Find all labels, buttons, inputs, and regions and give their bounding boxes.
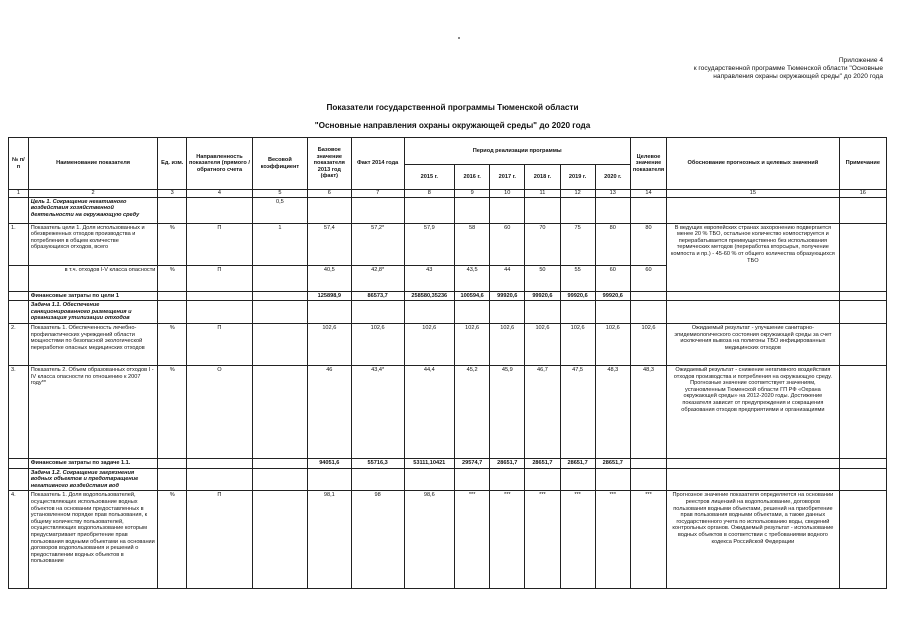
header-weight: Весовой коэффициент — [252, 138, 307, 190]
direction-cell: П — [186, 323, 252, 365]
column-number: 1 — [9, 190, 29, 198]
appendix-line-3: направления охраны окружающей среды" до 2020 года — [713, 73, 883, 80]
indicator-name: Показатель 1. Доля водопользователей, осуществляющих использование водных объектов на основании предоставленных в установленном порядке прав пользования, к общему количеству пользователей, осуществляющих водопользование которым предусматривает приобретение прав пользования водными объектами на основании договоров водопользования и решений о предоставлении водных объектов в пользование — [28, 491, 158, 589]
column-number: 16 — [839, 190, 886, 198]
year-cell: 99920,6 — [560, 291, 595, 301]
fact-cell: 98 — [351, 491, 404, 589]
task-name: Задача 1.1. Обеспечение санкционированного размещения и организация утилизации отходов — [28, 301, 158, 324]
base-cell: 102,6 — [307, 323, 351, 365]
header-year: 2018 г. — [525, 165, 560, 190]
header-base: Базовое значение показателя 2013 год (факт) — [307, 138, 351, 190]
year-cell: 102,6 — [404, 323, 455, 365]
scan-dot — [458, 37, 460, 39]
year-cell: 102,6 — [595, 323, 630, 365]
year-cell: 98,6 — [404, 491, 455, 589]
year-cell: 53111,10421 — [404, 458, 455, 468]
header-year: 2015 г. — [404, 165, 455, 190]
finance-row — [9, 291, 887, 301]
unit-cell: % — [158, 223, 187, 265]
year-cell: 28651,7 — [560, 458, 595, 468]
justification-cell: Ожидаемый результат - снижение негативного воздействия отходов производства и потребления на окружающую среду. Прогнозные значение соответствует значениям, установленным Тюменской области ГП РФ «Охрана окружающей среды» на 2012-2020 годы. Достижение показателя зависит от предупреждения и сокращения образования отходов предприятиями и организациями — [667, 365, 840, 458]
year-cell: 45,2 — [455, 365, 490, 458]
header-year: 2020 г. — [595, 165, 630, 190]
base-cell: 98,1 — [307, 491, 351, 589]
column-number: 3 — [158, 190, 187, 198]
column-number: 15 — [667, 190, 840, 198]
document-subtitle: "Основные направления охраны окружающей среды" до 2020 года — [314, 121, 591, 130]
task-row — [9, 301, 887, 324]
row-num: 2. — [9, 323, 29, 365]
header-num: № п/п — [9, 138, 29, 190]
finance-row — [9, 458, 887, 468]
year-cell: 57,9 — [404, 223, 455, 265]
year-cell: 50 — [525, 265, 560, 291]
column-number: 10 — [490, 190, 525, 198]
base-cell: 57,4 — [307, 223, 351, 265]
target-cell: 60 — [630, 265, 666, 291]
header-year: 2019 г. — [560, 165, 595, 190]
year-cell: *** — [560, 491, 595, 589]
year-cell: 102,6 — [490, 323, 525, 365]
column-number: 8 — [404, 190, 455, 198]
appendix-note — [623, 57, 883, 81]
target-cell: 48,3 — [630, 365, 666, 458]
target-cell: *** — [630, 491, 666, 589]
indicator-name: Показатель 2. Объем образованных отходов I - IV класса опасности по отношению к 2007 году** — [28, 365, 158, 458]
direction-cell: П — [186, 265, 252, 291]
row-num: 4. — [9, 491, 29, 589]
goal-weight: 0,5 — [252, 197, 307, 223]
table-row — [9, 365, 887, 458]
fact-cell: 57,2* — [351, 223, 404, 265]
header-unit: Ед. изм. — [158, 138, 187, 190]
year-cell: 102,6 — [525, 323, 560, 365]
column-number: 7 — [351, 190, 404, 198]
year-cell: 70 — [525, 223, 560, 265]
year-cell: 99920,6 — [490, 291, 525, 301]
year-cell: 75 — [560, 223, 595, 265]
year-cell: 55 — [560, 265, 595, 291]
fact-cell: 42,8* — [351, 265, 404, 291]
year-cell: 44 — [490, 265, 525, 291]
year-cell: 58 — [455, 223, 490, 265]
base-cell: 46 — [307, 365, 351, 458]
base-cell: 125898,9 — [307, 291, 351, 301]
header-direction: Направленность показателя (прямого / обратного счета — [186, 138, 252, 190]
header-note: Примечание — [839, 138, 886, 190]
row-num: 3. — [9, 365, 29, 458]
column-number: 6 — [307, 190, 351, 198]
year-cell: 47,5 — [560, 365, 595, 458]
goal-row — [9, 197, 887, 223]
appendix-line-2: к государственной программе Тюменской области "Основные — [693, 65, 883, 72]
year-cell: 60 — [490, 223, 525, 265]
year-cell: 45,9 — [490, 365, 525, 458]
year-cell: 80 — [595, 223, 630, 265]
year-cell: 48,3 — [595, 365, 630, 458]
header-year: 2017 г. — [490, 165, 525, 190]
task-name: Задача 1.2. Сокращение загрязнения водных объектов и предотвращение негативного воздействия вод — [28, 468, 158, 491]
header-fact-2014: Факт 2014 года — [351, 138, 404, 190]
direction-cell: О — [186, 365, 252, 458]
year-cell: 99920,6 — [595, 291, 630, 301]
target-cell: 102,6 — [630, 323, 666, 365]
year-cell: 102,6 — [560, 323, 595, 365]
year-cell: 29574,7 — [455, 458, 490, 468]
year-cell: 43,5 — [455, 265, 490, 291]
document-title: Показатели государственной программы Тюменской области — [326, 103, 579, 112]
finance-name: Финансовые затраты по цели 1 — [28, 291, 158, 301]
year-cell: 99920,6 — [525, 291, 560, 301]
column-number: 4 — [186, 190, 252, 198]
appendix-line-1: Приложение 4 — [838, 57, 883, 64]
weight-cell: 1 — [252, 223, 307, 265]
year-cell: 102,6 — [455, 323, 490, 365]
column-number: 2 — [28, 190, 158, 198]
fact-cell: 86573,7 — [351, 291, 404, 301]
year-cell: 28651,7 — [595, 458, 630, 468]
justification-cell: В ведущих европейских странах захоронению подвергается менее 20 % ТБО, остальное количество компостируется и перерабатывается преимущественно без использования термических методов (переработка вторсырья, получение компоста и пр.) - 45-60 % от общего количества образующихся ТБО — [667, 223, 840, 291]
goal-name: Цель 1. Сокращение негативного воздействия хозяйственной деятельности на окружающую среду — [28, 197, 158, 223]
direction-cell: П — [186, 223, 252, 265]
column-number: 9 — [455, 190, 490, 198]
header-justification: Обоснование прогнозных и целевых значений — [667, 138, 840, 190]
year-cell: *** — [490, 491, 525, 589]
row-num: 1. — [9, 223, 29, 265]
table-row — [9, 223, 887, 265]
header-name: Наименование показателя — [28, 138, 158, 190]
column-number: 12 — [560, 190, 595, 198]
table-row — [9, 491, 887, 589]
base-cell: 94051,6 — [307, 458, 351, 468]
column-number: 14 — [630, 190, 666, 198]
indicator-name: Показатель цели 1. Доля использованных и обезвреженных отходов производства и потребления в общем количестве образующихся отходов, всего — [28, 223, 158, 265]
indicators-table — [8, 137, 887, 589]
year-cell: 43 — [404, 265, 455, 291]
direction-cell: П — [186, 491, 252, 589]
unit-cell: % — [158, 265, 187, 291]
year-cell: *** — [525, 491, 560, 589]
column-number: 13 — [595, 190, 630, 198]
justification-cell: Прогнозное значение показателя определяется на основании реестров лицензий на водопользование, договоров пользования водными объектами, решений на приобретение прав пользования водными объектами, а также данных государственного учета по использованию воды, сведений контрольных органов. Ожидаемый результат - использование водных объектов в соответствии с требованиями водного кодекса Российской Федерации — [667, 491, 840, 589]
year-cell: 100594,6 — [455, 291, 490, 301]
year-cell: 44,4 — [404, 365, 455, 458]
fact-cell: 102,6 — [351, 323, 404, 365]
year-cell: 28651,7 — [525, 458, 560, 468]
finance-name: Финансовые затраты по задаче 1.1. — [28, 458, 158, 468]
fact-cell: 43,4* — [351, 365, 404, 458]
year-cell: 46,7 — [525, 365, 560, 458]
unit-cell: % — [158, 491, 187, 589]
column-number: 11 — [525, 190, 560, 198]
year-cell: 60 — [595, 265, 630, 291]
task-row — [9, 468, 887, 491]
header-year: 2016 г. — [455, 165, 490, 190]
year-cell: *** — [595, 491, 630, 589]
indicator-name: Показатель 1. Обеспеченность лечебно-профилактических учреждений области мощностями по безопасной экологической переработке опасных медицинских отходов — [28, 323, 158, 365]
unit-cell: % — [158, 323, 187, 365]
year-cell: 258580,35236 — [404, 291, 455, 301]
fact-cell: 55716,3 — [351, 458, 404, 468]
year-cell: 28651,7 — [490, 458, 525, 468]
column-number: 5 — [252, 190, 307, 198]
year-cell: *** — [455, 491, 490, 589]
base-cell: 40,5 — [307, 265, 351, 291]
justification-cell: Ожидаемый результат - улучшение санитарно-эпидемиологического состояния окружающей среды за счет исключения вывоза на полигоны ТБО инфицированных медицинских отходов — [667, 323, 840, 365]
header-target: Целевое значение показателя — [630, 138, 666, 190]
table-row — [9, 323, 887, 365]
target-cell: 80 — [630, 223, 666, 265]
header-period: Период реализации программы — [404, 138, 630, 165]
unit-cell: % — [158, 365, 187, 458]
indicator-name: в т.ч. отходов I-V класса опасности — [28, 265, 158, 291]
